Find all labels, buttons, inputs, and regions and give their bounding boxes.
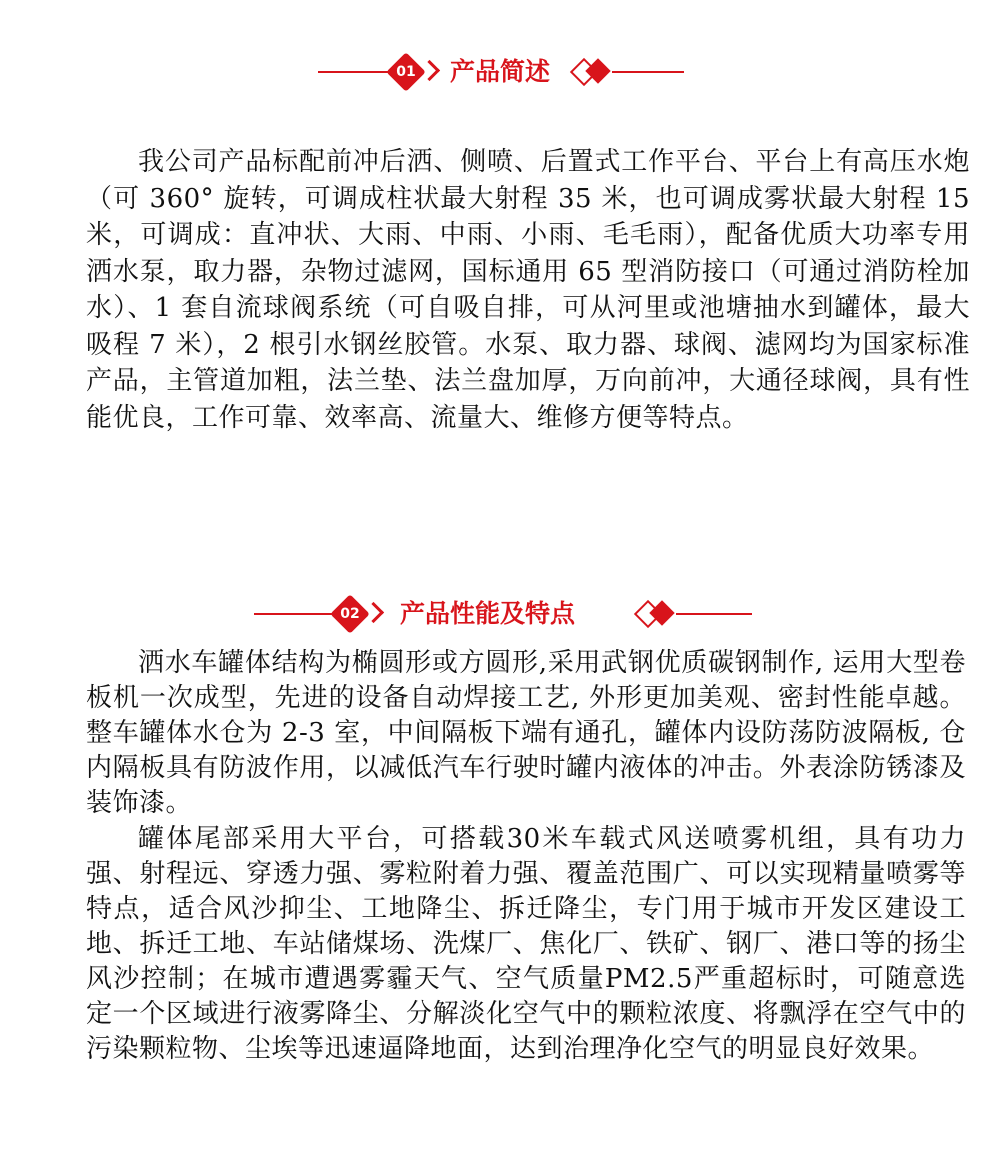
- performance-text-2: 罐体尾部采用大平台，可搭载30米车载式风送喷雾机组，具有功力强、射程远、穿透力强、雾粒附着力强、覆盖范围广、可以实现精量喷雾等特点，适合风沙抑尘、工地降尘、拆迁降尘，专门用于城市开发区建设工地、拆迁工地、车站储煤场、洗煤厂、焦化厂、铁矿、钢厂、港口等的扬尘风沙控制；在城市遭遇雾霾天气、空气质量PM2.5严重超标时，可随意选定一个区域进行液雾降尘、分解淡化空气中的颗粒浓度、将飘浮在空气中的污染颗粒物、尘埃等迅速逼降地面，达到治理净化空气的明显良好效果。: [86, 824, 966, 1064]
- section-header-1: [0, 52, 1000, 92]
- chevron-right-icon: [363, 602, 384, 623]
- section-title: 产品简述: [450, 57, 551, 86]
- chevron-right-icon: [419, 60, 440, 81]
- product-overview-text: 我公司产品标配前冲后洒、侧喷、后置式工作平台、平台上有高压水炮（可 360° 旋转，可调成柱状最大射程 35 米，也可调成雾状最大射程 15 米，可调成：直冲状、大雨、中雨、小雨、毛毛雨），配备优质大功率专用洒水泵，取力器，杂物过滤网，国标通用 65 型消防接口（可通过消防栓加水）、1 套自流球阀系统（可自吸自排，可从河里或池塘抽水到罐体，最大吸程 7 米），2 根引水钢丝胶管。水泵、取力器、球阀、滤网均为国家标准产品，主管道加粗，法兰垫、法兰盘加厚，万向前冲，大通径球阀，具有性能优良，工作可靠、效率高、流量大、维修方便等特点。: [86, 147, 970, 433]
- header-line-right: [612, 71, 684, 73]
- section-title: 产品性能及特点: [400, 599, 576, 628]
- header-line-right: [676, 613, 752, 615]
- section-header-2: [0, 594, 1000, 634]
- performance-text-1: 洒水车罐体结构为椭圆形或方圆形,采用武钢优质碳钢制作, 运用大型卷板机一次成型，先进的设备自动焊接工艺, 外形更加美观、密封性能卓越。整车罐体水仓为 2-3 室，中间隔板下端有通孔，罐体内设防荡防波隔板, 仓内隔板具有防波作用，以减低汽车行驶时罐内液体的冲击。外表涂防锈漆及装饰漆。: [86, 648, 966, 818]
- section-number: 01: [396, 64, 416, 80]
- section-number: 02: [340, 606, 360, 622]
- header-line-left: [254, 613, 332, 615]
- header-line-left: [318, 71, 388, 73]
